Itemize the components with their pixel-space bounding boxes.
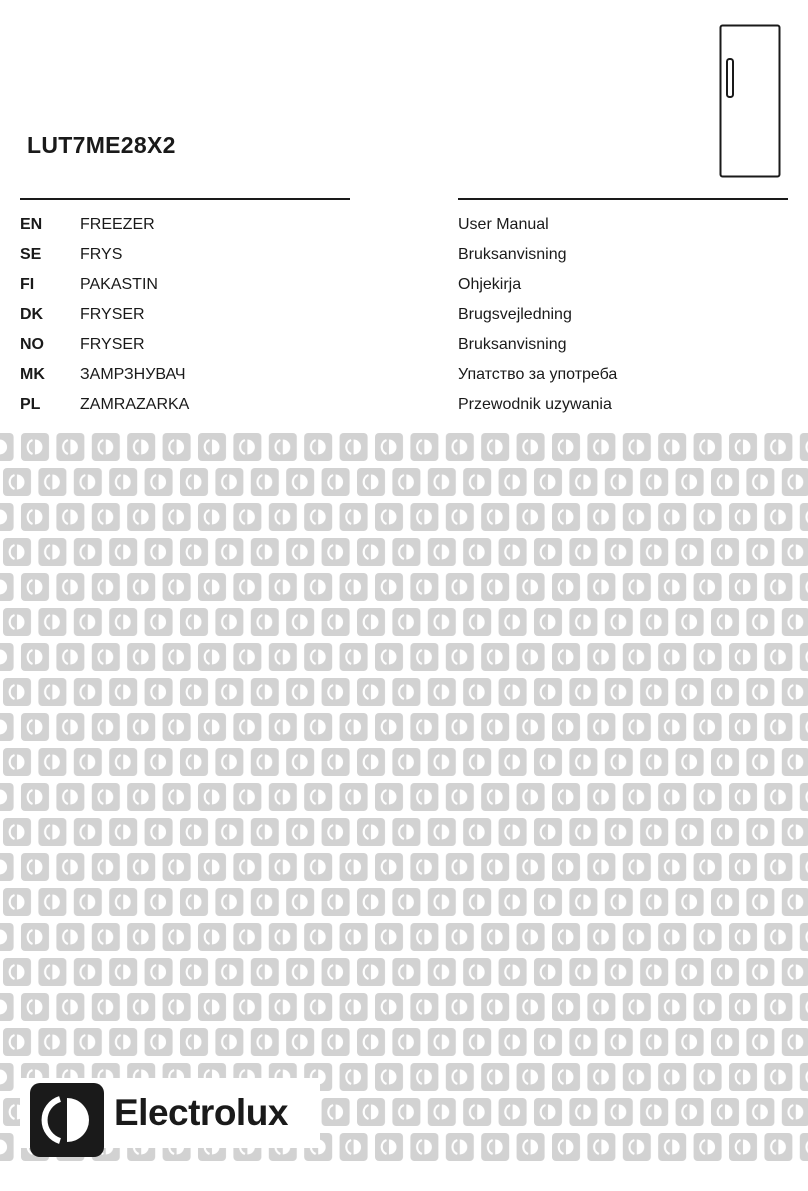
model-number: LUT7ME28X2 <box>27 132 176 158</box>
product-name: FREEZER <box>80 216 155 233</box>
product-name: FRYSER <box>80 336 145 353</box>
language-code: NO <box>20 336 44 353</box>
language-code: EN <box>20 216 43 233</box>
manual-title: Bruksanvisning <box>458 336 567 353</box>
language-row <box>0 360 808 390</box>
language-row <box>0 210 808 240</box>
manual-title: Ohjekirja <box>458 276 522 293</box>
language-code: DK <box>20 306 44 323</box>
upright-freezer-icon <box>719 24 781 178</box>
manual-title: Упатство за употреба <box>458 366 618 383</box>
language-row <box>0 270 808 300</box>
divider-left <box>20 198 350 200</box>
manual-title: Brugsvejledning <box>458 306 572 323</box>
language-row <box>0 390 808 420</box>
language-code: PL <box>20 396 41 413</box>
product-name: ZAMRAZARKA <box>80 396 190 413</box>
electrolux-logo-pattern <box>0 433 808 1167</box>
language-row <box>0 240 808 270</box>
language-row <box>0 300 808 330</box>
manual-title: Przewodnik uzywania <box>458 396 612 413</box>
language-row <box>0 330 808 360</box>
language-code: FI <box>20 276 35 293</box>
language-code: SE <box>20 246 42 263</box>
manual-title: Bruksanvisning <box>458 246 567 263</box>
product-name: FRYS <box>80 246 123 263</box>
divider-right <box>458 198 788 200</box>
electrolux-logo-icon <box>28 1081 106 1159</box>
language-code: MK <box>20 366 45 383</box>
product-name: PAKASTIN <box>80 276 158 293</box>
product-name: ЗАМРЗНУВАЧ <box>80 366 186 383</box>
product-name: FRYSER <box>80 306 145 323</box>
brand-name: Electrolux <box>114 1092 288 1133</box>
manual-title: User Manual <box>458 216 549 233</box>
